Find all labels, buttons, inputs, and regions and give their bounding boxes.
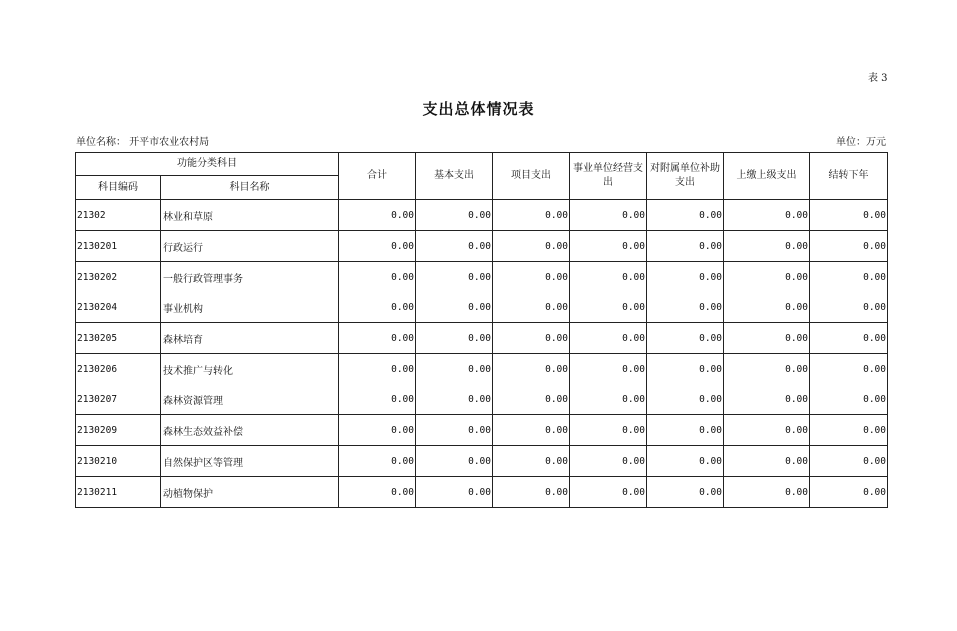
amount-cell: 0.00 <box>339 384 416 415</box>
amount-cell: 0.00 <box>647 446 724 477</box>
amount-cell: 0.00 <box>570 200 647 231</box>
table-row <box>76 384 888 415</box>
amount-cell: 0.00 <box>810 292 888 323</box>
amount-cell: 0.00 <box>416 477 493 508</box>
amount-cell: 0.00 <box>570 262 647 293</box>
amount-cell: 0.00 <box>810 354 888 385</box>
amount-cell: 0.00 <box>339 262 416 293</box>
amount-cell: 0.00 <box>416 384 493 415</box>
amount-cell: 0.00 <box>724 446 810 477</box>
amount-cell: 0.00 <box>810 477 888 508</box>
amount-cell: 0.00 <box>493 231 570 262</box>
amount-cell: 0.00 <box>810 231 888 262</box>
amount-cell: 0.00 <box>493 446 570 477</box>
amount-cell: 0.00 <box>647 323 724 354</box>
subject-name: 自然保护区等管理 <box>161 446 339 477</box>
table-row <box>76 354 888 385</box>
amount-cell: 0.00 <box>570 354 647 385</box>
amount-cell: 0.00 <box>810 262 888 293</box>
amount-cell: 0.00 <box>724 323 810 354</box>
amount-cell: 0.00 <box>570 477 647 508</box>
amount-cell: 0.00 <box>339 354 416 385</box>
header-project: 项目支出 <box>493 153 570 200</box>
header-superior: 上缴上级支出 <box>724 153 810 200</box>
subject-name: 森林资源管理 <box>161 384 339 415</box>
amount-cell: 0.00 <box>416 292 493 323</box>
subject-code: 2130202 <box>76 262 161 293</box>
table-number: 表 3 <box>868 73 888 84</box>
header-name: 科目名称 <box>161 176 339 200</box>
table-row <box>76 231 888 262</box>
amount-cell: 0.00 <box>724 354 810 385</box>
amount-cell: 0.00 <box>647 354 724 385</box>
amount-cell: 0.00 <box>493 200 570 231</box>
amount-cell: 0.00 <box>493 292 570 323</box>
amount-cell: 0.00 <box>339 292 416 323</box>
amount-cell: 0.00 <box>647 200 724 231</box>
amount-cell: 0.00 <box>416 231 493 262</box>
subject-name: 事业机构 <box>161 292 339 323</box>
amount-cell: 0.00 <box>493 415 570 446</box>
amount-cell: 0.00 <box>416 446 493 477</box>
amount-cell: 0.00 <box>493 262 570 293</box>
header-carryover: 结转下年 <box>810 153 888 200</box>
amount-cell: 0.00 <box>810 415 888 446</box>
amount-cell: 0.00 <box>339 415 416 446</box>
amount-cell: 0.00 <box>416 323 493 354</box>
expenditure-table <box>75 152 888 508</box>
amount-cell: 0.00 <box>724 200 810 231</box>
amount-cell: 0.00 <box>570 446 647 477</box>
amount-cell: 0.00 <box>570 231 647 262</box>
header-operating: 事业单位经营支出 <box>570 153 647 200</box>
subject-name: 技术推广与转化 <box>161 354 339 385</box>
amount-cell: 0.00 <box>493 323 570 354</box>
subject-code: 2130209 <box>76 415 161 446</box>
unit-name: 单位名称： 开平市农业农村局 <box>76 137 210 148</box>
subject-code: 2130211 <box>76 477 161 508</box>
amount-cell: 0.00 <box>339 323 416 354</box>
table-row <box>76 200 888 231</box>
header-basic: 基本支出 <box>416 153 493 200</box>
subject-name: 动植物保护 <box>161 477 339 508</box>
amount-cell: 0.00 <box>647 384 724 415</box>
header-function-category: 功能分类科目 <box>76 153 339 176</box>
subject-name: 森林生态效益补偿 <box>161 415 339 446</box>
amount-cell: 0.00 <box>724 262 810 293</box>
amount-cell: 0.00 <box>724 384 810 415</box>
subject-code: 2130206 <box>76 354 161 385</box>
amount-cell: 0.00 <box>493 477 570 508</box>
amount-cell: 0.00 <box>810 446 888 477</box>
table-row <box>76 415 888 446</box>
subject-name: 林业和草原 <box>161 200 339 231</box>
page-title: 支出总体情况表 <box>422 100 535 118</box>
subject-code: 2130204 <box>76 292 161 323</box>
subject-code: 21302 <box>76 200 161 231</box>
subject-code: 2130210 <box>76 446 161 477</box>
amount-cell: 0.00 <box>647 262 724 293</box>
amount-cell: 0.00 <box>570 384 647 415</box>
amount-cell: 0.00 <box>339 477 416 508</box>
header-code: 科目编码 <box>76 176 161 200</box>
amount-cell: 0.00 <box>810 200 888 231</box>
amount-cell: 0.00 <box>570 415 647 446</box>
amount-cell: 0.00 <box>647 292 724 323</box>
amount-cell: 0.00 <box>416 262 493 293</box>
amount-cell: 0.00 <box>493 384 570 415</box>
amount-cell: 0.00 <box>493 354 570 385</box>
subject-code: 2130207 <box>76 384 161 415</box>
amount-cell: 0.00 <box>724 415 810 446</box>
amount-cell: 0.00 <box>339 200 416 231</box>
subject-name: 一般行政管理事务 <box>161 262 339 293</box>
amount-cell: 0.00 <box>416 354 493 385</box>
amount-cell: 0.00 <box>810 323 888 354</box>
amount-cell: 0.00 <box>647 231 724 262</box>
header-total: 合计 <box>339 153 416 200</box>
amount-cell: 0.00 <box>339 446 416 477</box>
header-subsidy: 对附属单位补助支出 <box>647 153 724 200</box>
amount-cell: 0.00 <box>416 200 493 231</box>
currency-unit: 单位：万元 <box>836 137 886 148</box>
amount-cell: 0.00 <box>647 415 724 446</box>
amount-cell: 0.00 <box>416 415 493 446</box>
amount-cell: 0.00 <box>570 323 647 354</box>
subject-name: 行政运行 <box>161 231 339 262</box>
table-row <box>76 292 888 323</box>
subject-code: 2130205 <box>76 323 161 354</box>
table-row <box>76 323 888 354</box>
table-row <box>76 477 888 508</box>
amount-cell: 0.00 <box>810 384 888 415</box>
table-row <box>76 262 888 293</box>
amount-cell: 0.00 <box>724 231 810 262</box>
subject-code: 2130201 <box>76 231 161 262</box>
amount-cell: 0.00 <box>724 292 810 323</box>
subject-name: 森林培育 <box>161 323 339 354</box>
amount-cell: 0.00 <box>647 477 724 508</box>
table-row <box>76 446 888 477</box>
amount-cell: 0.00 <box>570 292 647 323</box>
amount-cell: 0.00 <box>724 477 810 508</box>
amount-cell: 0.00 <box>339 231 416 262</box>
